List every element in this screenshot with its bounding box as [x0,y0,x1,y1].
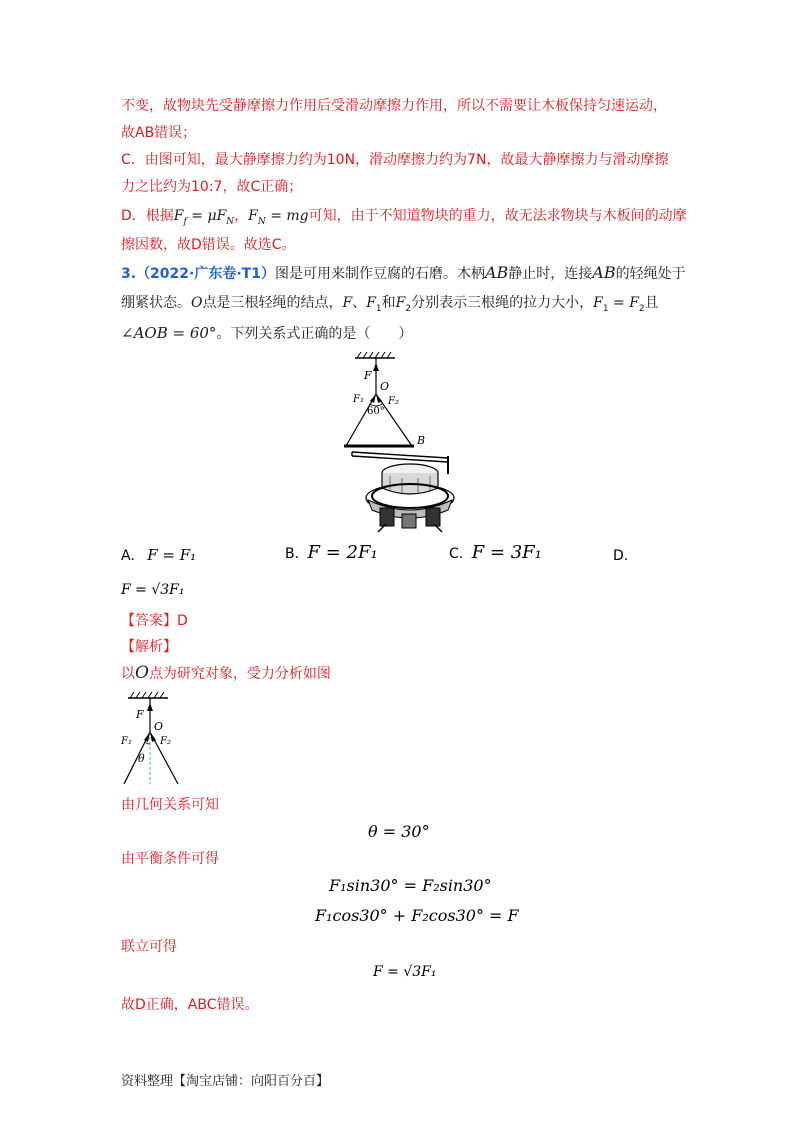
solution-step: 由几何关系可知 [121,797,219,813]
option-a[interactable]: A. F = F₁ [121,546,197,564]
equation-3: F = √3F₁ [373,964,437,980]
analysis-heading: 【解析】 [121,639,177,655]
option-c[interactable]: C. F = 3F₁ [449,542,542,563]
conclusion: 故D正确，ABC错误。 [121,997,259,1013]
force-diagram [118,688,198,788]
equation-2: F₁cos30° + F₂cos30° = F [315,906,519,925]
option-c-explanation: 力之比约为10:7，故C正确； [121,179,303,195]
label-f2: F₂ [388,396,399,407]
equation-theta: θ = 30° [368,822,430,841]
question-stem: ∠AOB = 60°。下列关系式正确的是（ ） [121,324,413,342]
footer-note: 资料整理【淘宝店铺：向阳百分百】 [121,1074,330,1089]
stone-mill-figure [330,348,470,534]
solution-step: 由平衡条件可得 [121,851,219,867]
explanation-line: 不变，故物块先受静摩擦力作用后受滑动摩擦力作用，所以不需要让木板保持匀速运动， [121,98,667,114]
explanation-line: 故AB错误； [121,125,197,141]
option-b[interactable]: B. F = 2F₁ [285,542,378,563]
label-f2: F₂ [160,736,171,747]
solution-step: 联立可得 [121,939,177,955]
question-stem: 绷紧状态。O点是三根轻绳的结点，F、$F_1$和$F_2$分别表示三根绳的拉力大小，$F_1 = F_2$且 [121,295,659,314]
label-f1: F₁ [353,394,364,405]
label-o: O [154,720,164,733]
label-o: O [380,380,390,393]
label-angle: 60° [367,406,385,417]
label-b: B [417,434,426,447]
option-d-explanation: D．根据$F_f = \mu F_N$，$F_N$ = mg可知，由于不知道物块的重力，故无法求物块与木板间的动摩 [121,208,687,227]
analysis-intro: 以O点为研究对象，受力分析如图 [121,663,331,683]
label-f1: F₁ [121,736,132,747]
option-d-explanation: 擦因数，故D错误。故选C。 [121,237,296,253]
label-f: F [136,708,144,721]
option-d-expression: F = √3F₁ [121,582,185,598]
label-theta: θ [138,752,145,765]
label-f: F [364,369,372,382]
option-c-explanation: C．由图可知，最大静摩擦力约为10N，滑动摩擦力约为7N，故最大静摩擦力与滑动摩擦 [121,152,669,168]
equation-1: F₁sin30° = F₂sin30° [329,876,492,895]
question-stem: 3.（2022·广东卷·T1）图是可用来制作豆腐的石磨。木柄AB静止时，连接AB的轻绳处于 [121,263,686,282]
answer: 【答案】D [121,613,188,629]
option-d[interactable]: D. [613,548,629,564]
